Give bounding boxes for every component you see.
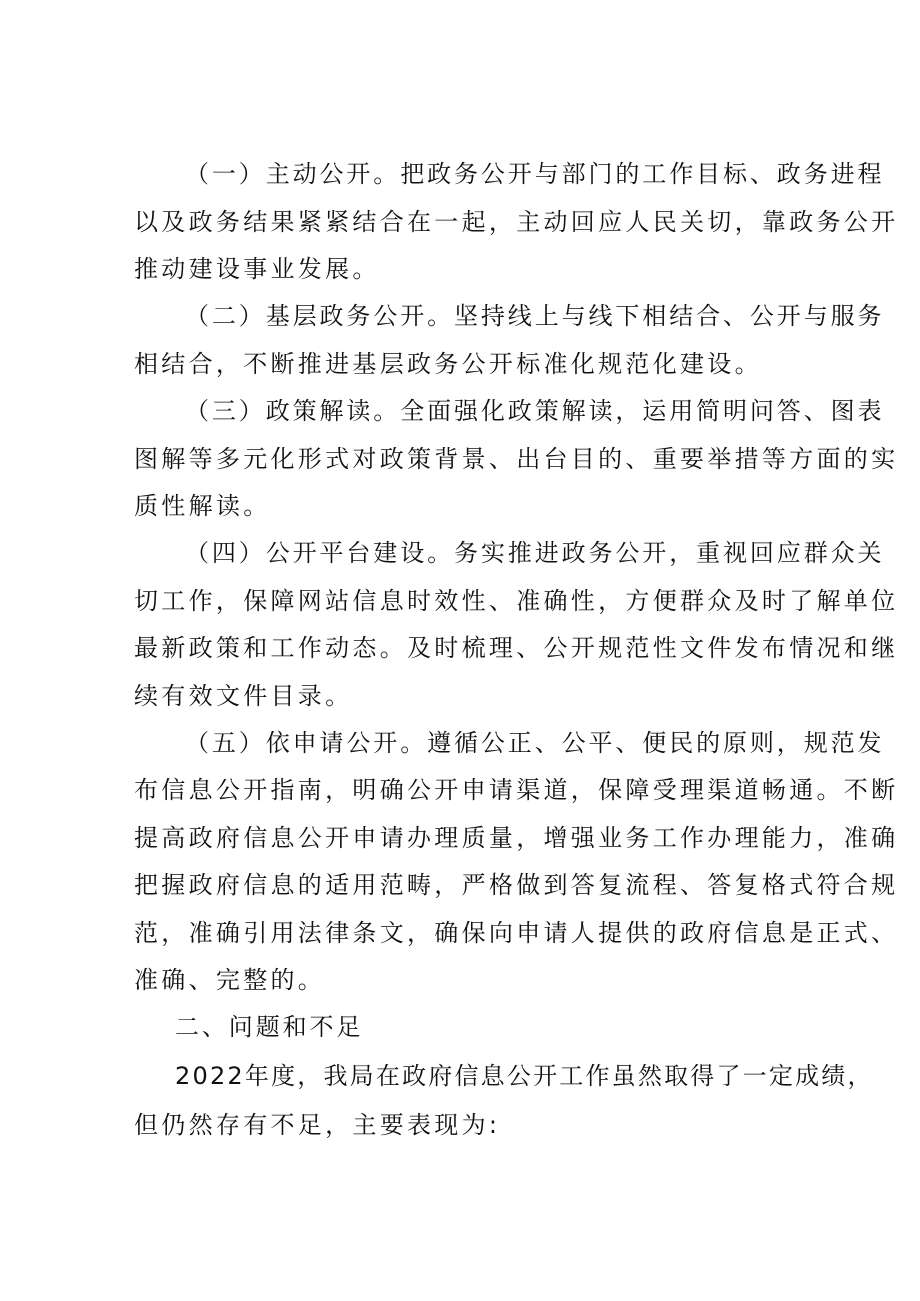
paragraph-5-line-4: 把握政府信息的适用范畴，严格做到答复流程、答复格式符合规 (134, 871, 899, 899)
paragraph-4-line-4: 续有效文件目录。 (134, 682, 353, 710)
paragraph-4-line-2: 切工作，保障网站信息时效性、准确性，方便群众及时了解单位 (134, 587, 899, 615)
paragraph-1-line-1: （一）主动公开。把政务公开与部门的工作目标、政务进程 (185, 160, 885, 188)
paragraph-1-line-2: 以及政务结果紧紧结合在一起，主动回应人民关切，靠政务公开 (134, 208, 899, 236)
paragraph-3-line-3: 质性解读。 (134, 492, 271, 520)
paragraph-4-line-3: 最新政策和工作动态。及时梳理、公开规范性文件发布情况和继 (134, 634, 899, 662)
paragraph-5-line-1: （五）依申请公开。遵循公正、公平、便民的原则，规范发 (185, 729, 885, 757)
paragraph-5-line-2: 布信息公开指南，明确公开申请渠道，保障受理渠道畅通。不断 (134, 776, 899, 804)
paragraph-5-line-5: 范，准确引用法律条文，确保向申请人提供的政府信息是正式、 (134, 919, 899, 947)
paragraph-6-line-1: 2022年度，我局在政府信息公开工作虽然取得了一定成绩， (175, 1062, 874, 1090)
paragraph-3-line-1: （三）政策解读。全面强化政策解读，运用简明问答、图表 (185, 397, 885, 425)
paragraph-3-line-2: 图解等多元化形式对政策背景、出台目的、重要举措等方面的实 (134, 445, 899, 473)
paragraph-2-line-1: （二）基层政务公开。坚持线上与线下相结合、公开与服务 (185, 302, 885, 330)
paragraph-5-line-3: 提高政府信息公开申请办理质量，增强业务工作办理能力，准确 (134, 824, 899, 852)
paragraph-5-line-6: 准确、完整的。 (134, 966, 326, 994)
paragraph-6-line-2: 但仍然存有不足，主要表现为: (134, 1111, 501, 1139)
section-heading: 二、问题和不足 (175, 1013, 364, 1041)
paragraph-4-line-1: （四）公开平台建设。务实推进政务公开，重视回应群众关 (185, 539, 885, 567)
paragraph-1-line-3: 推动建设事业发展。 (134, 255, 380, 283)
paragraph-2-line-2: 相结合，不断推进基层政务公开标准化规范化建设。 (134, 350, 762, 378)
